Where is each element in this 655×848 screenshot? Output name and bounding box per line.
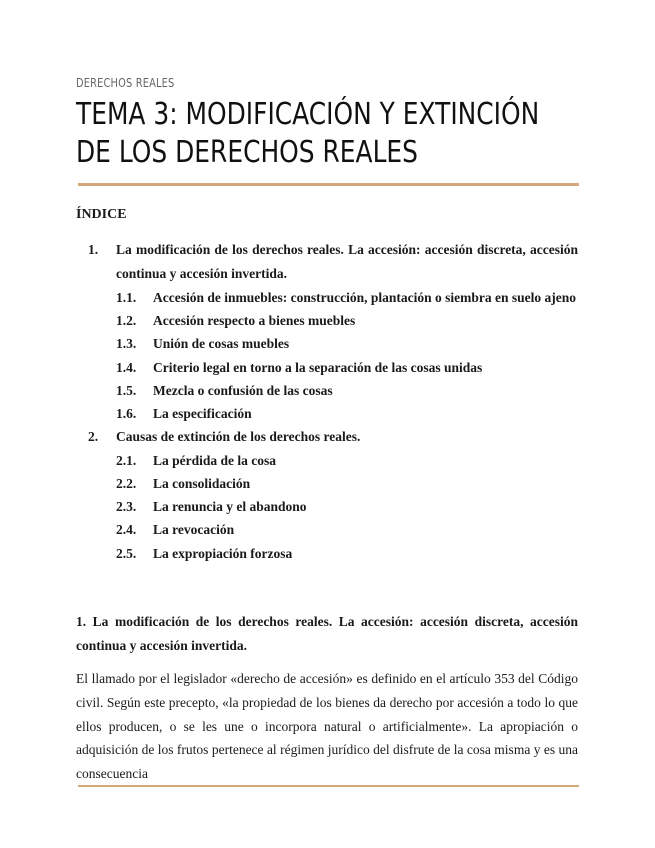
index-heading: ÍNDICE — [76, 207, 127, 222]
section-1-paragraph: El llamado por el legislador «derecho de accesión» es definido en el artículo 353 del Código civil. Según este precepto, «la propiedad de los bienes da derecho por accesión a todo lo que ellos producen, o se les une o incorpora natural o artificialmente». La apropiación o adquisición de los frutos pertenece al régimen jurídico del disfrute de la cosa misma y es una consecuencia — [76, 671, 578, 782]
toc-subitem-label: La renuncia y el abandono — [153, 499, 307, 514]
toc-subitem-label: Accesión respecto a bienes muebles — [153, 313, 356, 328]
toc-subitem-number: 1.2. — [116, 313, 137, 328]
document-title: TEMA 3: MODIFICACIÓN Y EXTINCIÓN DE LOS DERECHOS REALES — [76, 97, 540, 170]
document-supertitle: DERECHOS REALES — [76, 76, 175, 90]
toc-item-label: Causas de extinción de los derechos reales. — [116, 429, 361, 444]
title-divider — [78, 183, 579, 186]
toc-item-number: 2. — [88, 429, 99, 444]
toc-subitem-label: Accesión de inmuebles: construcción, plantación o siembra en suelo ajeno — [153, 290, 576, 305]
toc-subitem-label: Criterio legal en torno a la separación de las cosas unidas — [153, 360, 483, 375]
toc-subitem-number: 2.5. — [116, 546, 137, 561]
toc-item-1-text[interactable]: La modificación de los derechos reales. La accesión: accesión discreta, accesión continua y accesión invertida. — [116, 242, 578, 281]
toc-subitem-number: 1.3. — [116, 336, 137, 351]
toc-subitem-number: 2.4. — [116, 522, 137, 537]
toc-subitem-number: 1.6. — [116, 406, 137, 421]
toc-subitem-number: 2.1. — [116, 453, 137, 468]
toc-subitem-label: La especificación — [153, 406, 252, 421]
toc-subitem-number: 2.2. — [116, 476, 137, 491]
toc-subitem-label: La expropiación forzosa — [153, 546, 293, 561]
toc-subitem-label: Mezcla o confusión de las cosas — [153, 383, 333, 398]
toc-subitem-number: 1.5. — [116, 383, 137, 398]
toc-subitem-number: 2.3. — [116, 499, 137, 514]
toc-subitem-number: 1.1. — [116, 290, 137, 305]
toc-subitem-label: Unión de cosas muebles — [153, 336, 290, 351]
toc-subitem-label: La pérdida de la cosa — [153, 453, 277, 468]
footer-divider — [78, 785, 579, 787]
toc-subitem-label: La consolidación — [153, 476, 251, 491]
toc-subitem-number: 1.4. — [116, 360, 137, 375]
section-1-heading: 1. La modificación de los derechos reales. La accesión: accesión discreta, accesión continua y accesión invertida. — [76, 614, 578, 653]
toc-item-number: 1. — [88, 242, 99, 257]
toc-subitem-label: La revocación — [153, 522, 235, 537]
